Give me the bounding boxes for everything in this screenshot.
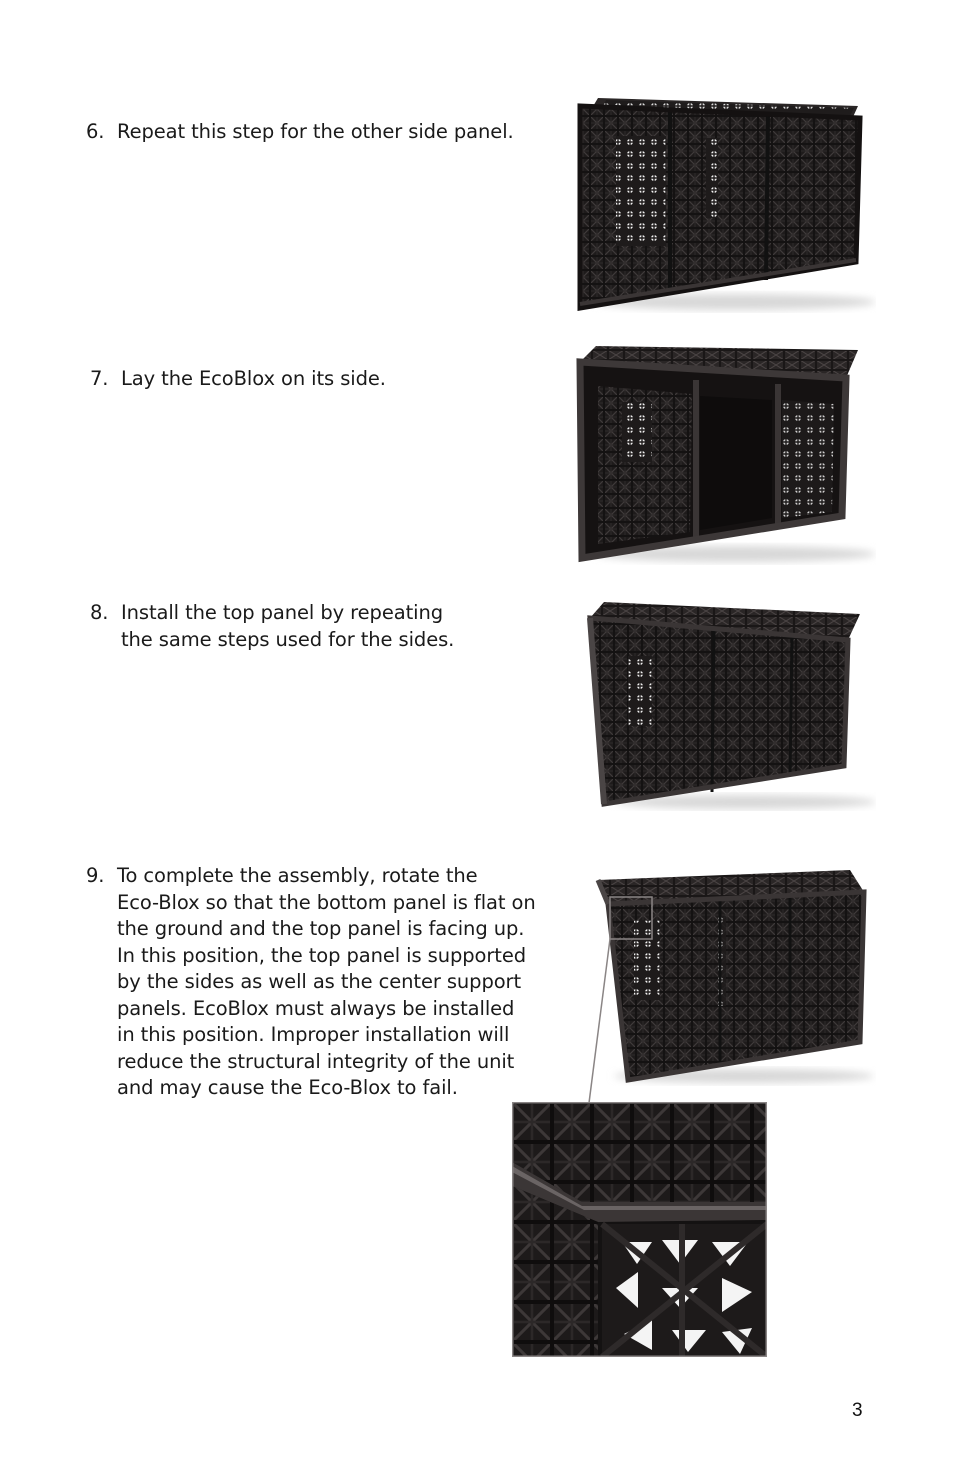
step-number: 8. [90, 601, 109, 624]
step-line: reduce the structural integrity of the unit [117, 1049, 515, 1073]
step-text [117, 119, 514, 146]
step-number: 7. [90, 367, 109, 390]
ecoblox-photo-step-6 [576, 88, 876, 313]
ecoblox-corner-detail-photo [512, 1102, 767, 1357]
step-line: in this position. Improper installation will [117, 1023, 510, 1046]
step-number: 6. [86, 120, 105, 143]
step-number: 9. [86, 864, 105, 887]
step-line: To complete the assembly, rotate the [117, 864, 478, 887]
ecoblox-photo-step-7 [576, 340, 876, 565]
step-line: In this position, the top panel is supported [117, 943, 526, 967]
step-line: the ground and the top panel is facing up. [117, 917, 525, 940]
step-line: panels. EcoBlox must always be installed [117, 996, 515, 1020]
step-line: Repeat this step for the other side panel. [117, 120, 514, 143]
step-line: and may cause the Eco-Blox to fail. [117, 1076, 458, 1099]
step-line: Lay the EcoBlox on its side. [121, 367, 386, 390]
page-number: 3 [852, 1400, 863, 1421]
step-line: Install the top panel by repeating [121, 601, 443, 624]
step-text [117, 863, 536, 1102]
step-text [121, 366, 386, 393]
step-line: the same steps used for the sides. [121, 627, 455, 651]
ecoblox-photo-step-9 [594, 866, 876, 1086]
step-line: Eco-Blox so that the bottom panel is flat on [117, 890, 536, 914]
ecoblox-photo-step-8 [586, 596, 876, 811]
step-text [121, 600, 454, 653]
step-line: by the sides as well as the center support [117, 970, 522, 993]
